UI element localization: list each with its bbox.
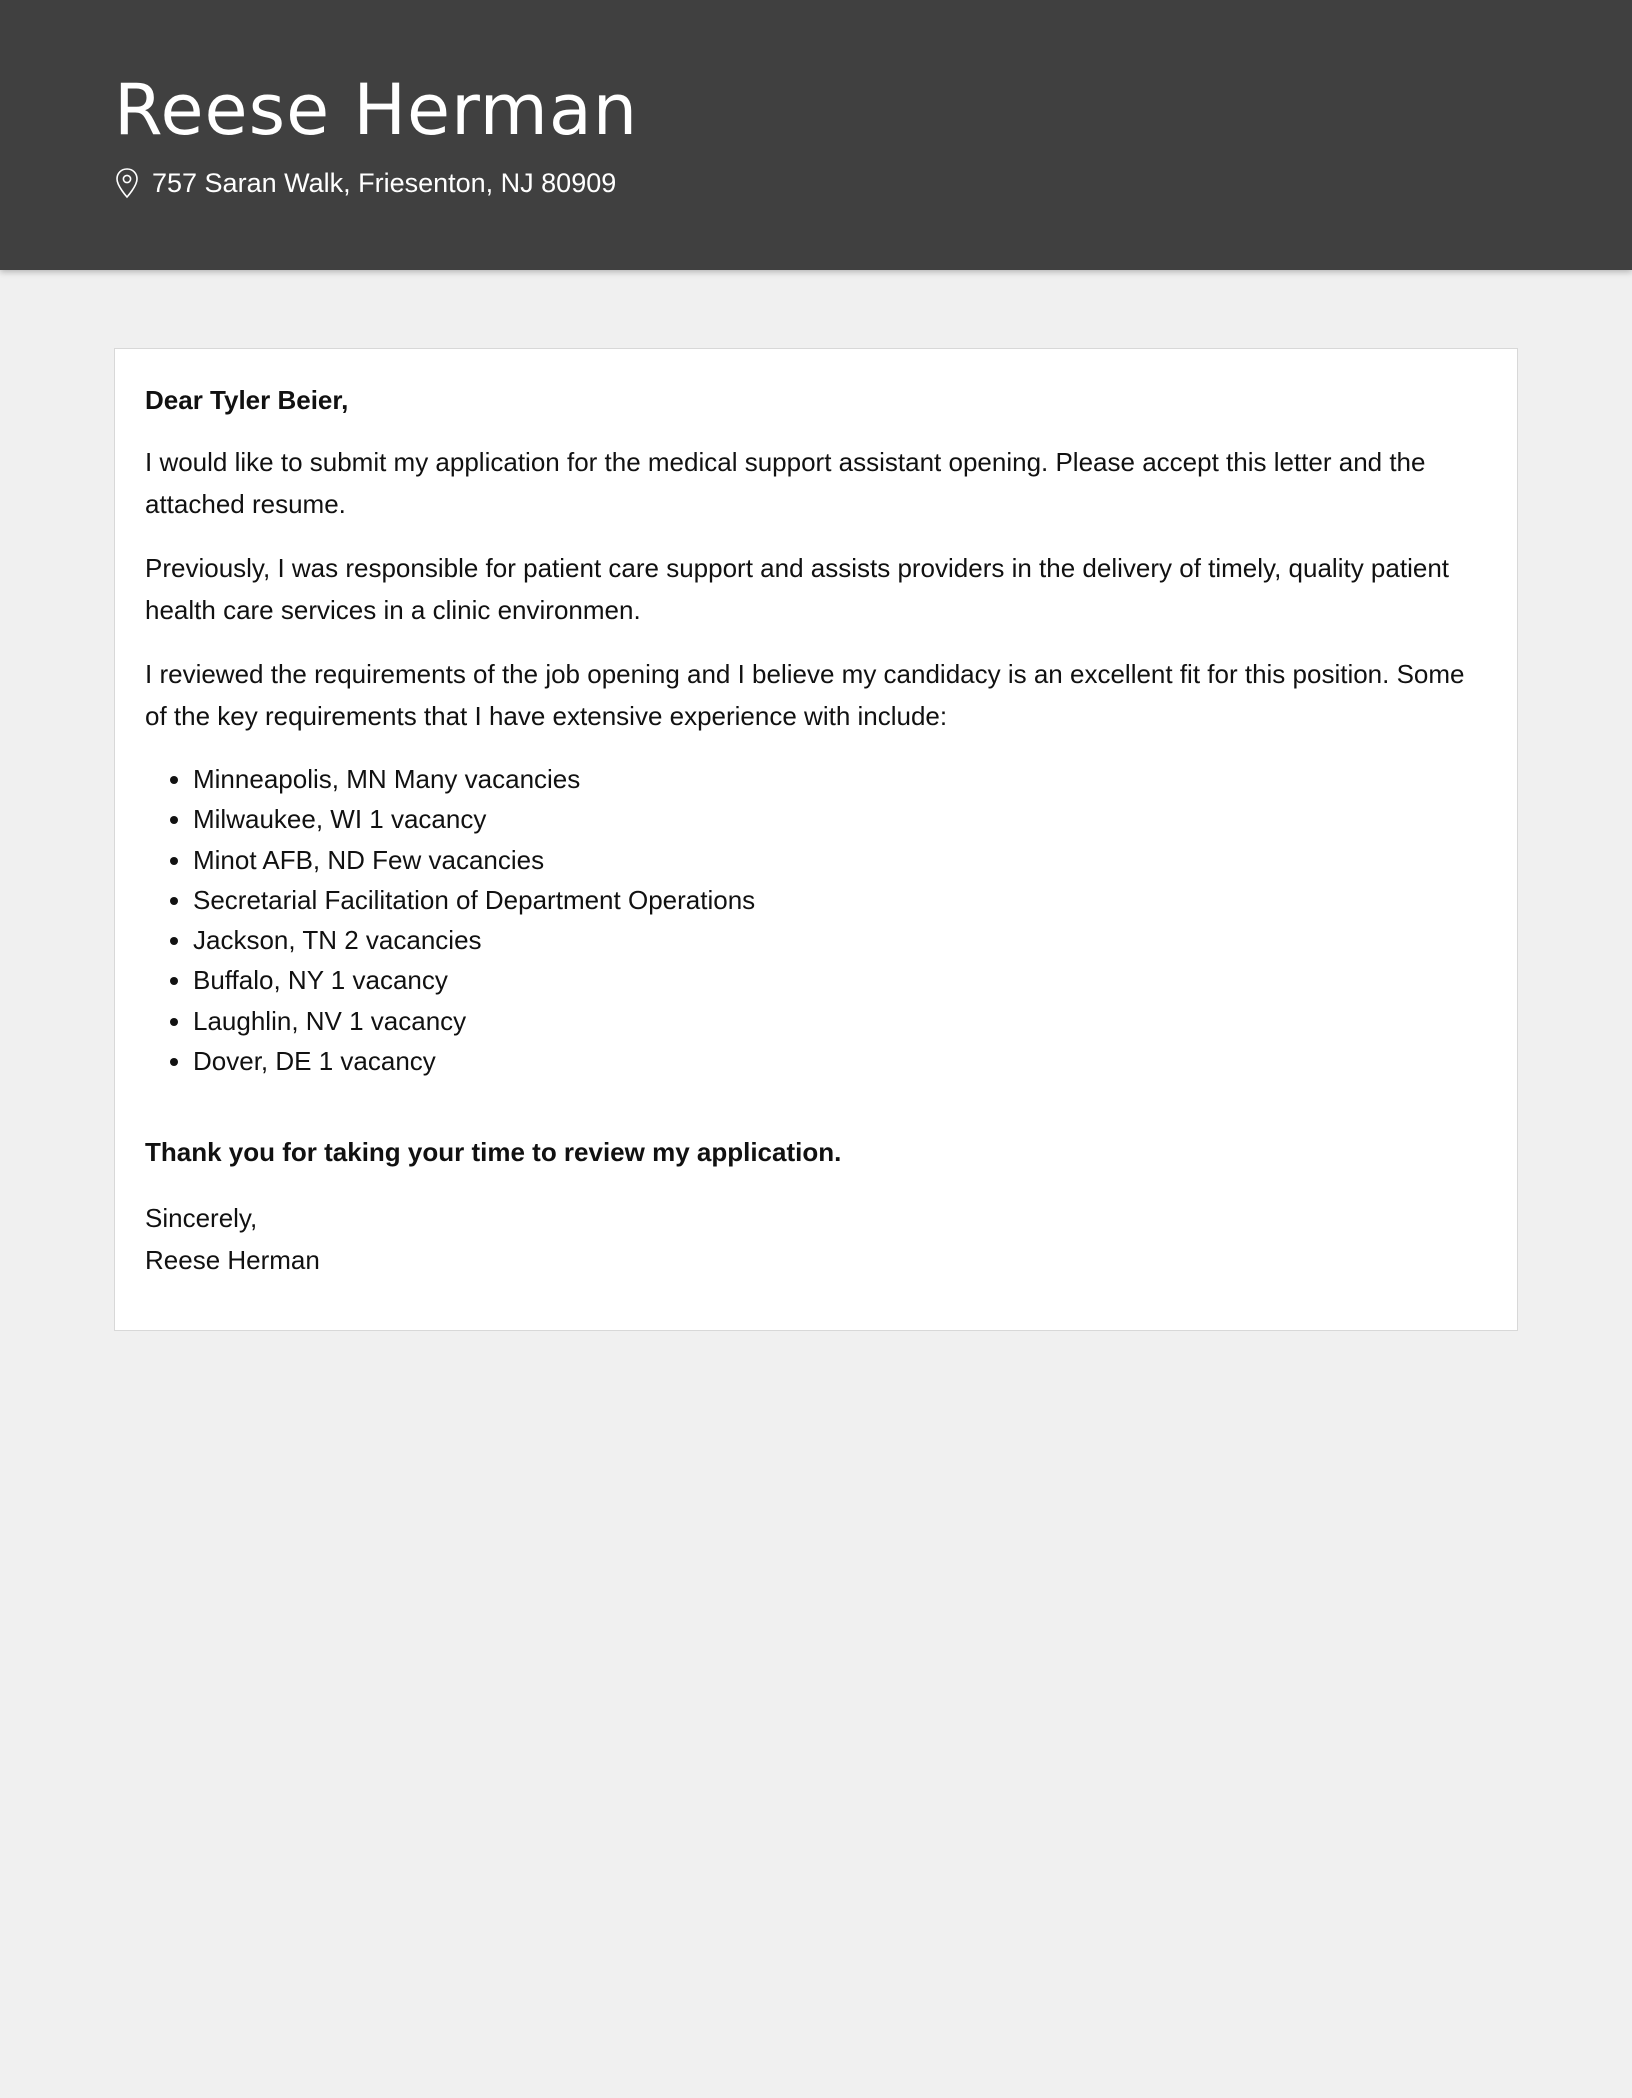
list-item: • Minneapolis, MN Many vacancies: [193, 759, 1487, 799]
list-item: • Jackson, TN 2 vacancies: [193, 920, 1487, 960]
letter-paragraph: I would like to submit my application for the medical support assistant opening. Please accept this letter and the attached resume.: [145, 447, 1426, 519]
requirements-list: [145, 759, 1487, 1081]
cover-letter: [114, 348, 1518, 1331]
letter-paragraph: I reviewed the requirements of the job opening and I believe my candidacy is an excellent fit for this position. Some of the key requirements that I have extensive experience with include:: [145, 659, 1465, 731]
list-item: • Dover, DE 1 vacancy: [193, 1041, 1487, 1081]
list-item: • Minot AFB, ND Few vacancies: [193, 840, 1487, 880]
letter-paragraph: Previously, I was responsible for patient care support and assists providers in the delivery of timely, quality patient health care services in a clinic environmen.: [145, 553, 1449, 625]
list-item: • Secretarial Facilitation of Department Operations: [193, 880, 1487, 920]
address-row: [114, 164, 616, 202]
location-pin-icon: [114, 167, 140, 199]
list-item: • Milwaukee, WI 1 vacancy: [193, 799, 1487, 839]
resume-header: [0, 0, 1632, 270]
list-item: • Laughlin, NV 1 vacancy: [193, 1001, 1487, 1041]
letter-signature: Reese Herman: [145, 1245, 320, 1276]
list-item: • Buffalo, NY 1 vacancy: [193, 960, 1487, 1000]
applicant-name: Reese Herman: [114, 69, 639, 151]
letter-salutation: Dear Tyler Beier,: [145, 385, 349, 415]
letter-signoff: Sincerely,: [145, 1203, 258, 1234]
applicant-address: 757 Saran Walk, Friesenton, NJ 80909: [152, 168, 617, 198]
letter-closing: Thank you for taking your time to review my application.: [145, 1137, 842, 1168]
